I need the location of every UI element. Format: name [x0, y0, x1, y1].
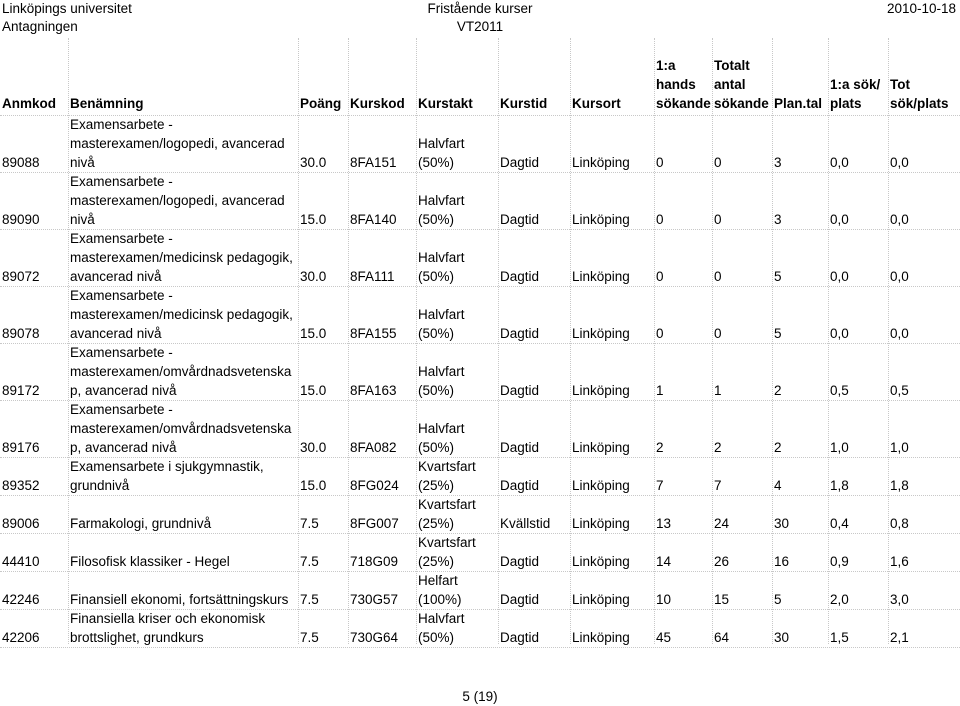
admission-label: Antagningen — [2, 19, 78, 34]
total-applicants: 64 — [714, 630, 730, 645]
application-code: 44410 — [2, 554, 40, 569]
application-code: 89172 — [2, 383, 40, 398]
total-applicants: 1 — [714, 383, 722, 398]
planned-places: 3 — [774, 155, 782, 170]
study-pace: Kvartsfart (25%) — [418, 459, 476, 493]
study-pace: Halvfart (50%) — [418, 307, 465, 341]
course-category: Fristående kurser — [427, 1, 533, 16]
col-poang: Poäng — [300, 96, 342, 111]
planned-places: 2 — [774, 383, 782, 398]
table-row — [0, 115, 960, 172]
table-row — [0, 400, 960, 457]
study-time: Kvällstid — [500, 516, 551, 531]
credits: 7.5 — [300, 554, 319, 569]
table-row — [0, 457, 960, 495]
study-time: Dagtid — [500, 554, 540, 569]
credits: 30.0 — [300, 155, 327, 170]
credits: 7.5 — [300, 592, 319, 607]
table-row — [0, 172, 960, 229]
course-code: 8FA163 — [350, 383, 397, 398]
total-per-place: 1,0 — [890, 440, 909, 455]
study-pace: Halvfart (50%) — [418, 193, 465, 227]
first-hand-applicants: 0 — [656, 212, 664, 227]
study-location: Linköping — [572, 516, 630, 531]
first-per-place: 1,0 — [830, 440, 849, 455]
course-code: 8FG007 — [350, 516, 399, 531]
total-per-place: 0,5 — [890, 383, 909, 398]
university-name: Linköpings universitet — [2, 1, 132, 16]
page-number: 5 (19) — [462, 689, 498, 704]
first-hand-applicants: 13 — [656, 516, 672, 531]
credits: 30.0 — [300, 440, 327, 455]
total-per-place: 0,0 — [890, 155, 909, 170]
first-per-place: 0,5 — [830, 383, 849, 398]
application-code: 89072 — [2, 269, 40, 284]
study-pace: Halvfart (50%) — [418, 421, 465, 455]
course-code: 718G09 — [350, 554, 399, 569]
total-per-place: 0,0 — [890, 326, 909, 341]
first-hand-applicants: 45 — [656, 630, 672, 645]
course-name: Examensarbete - masterexamen/omvårdnadsvetenska p, avancerad nivå — [70, 345, 292, 398]
study-time: Dagtid — [500, 212, 540, 227]
application-code: 89090 — [2, 212, 40, 227]
study-location: Linköping — [572, 155, 630, 170]
col-total-per-place: Tot sök/plats — [890, 77, 949, 111]
study-location: Linköping — [572, 630, 630, 645]
application-code: 89088 — [2, 155, 40, 170]
first-hand-applicants: 0 — [656, 326, 664, 341]
study-location: Linköping — [572, 478, 630, 493]
col-kurstid: Kurstid — [500, 96, 548, 111]
first-per-place: 0,0 — [830, 212, 849, 227]
study-location: Linköping — [572, 554, 630, 569]
course-name: Examensarbete i sjukgymnastik, grundnivå — [70, 459, 264, 493]
first-per-place: 0,9 — [830, 554, 849, 569]
total-per-place: 0,8 — [890, 516, 909, 531]
total-applicants: 0 — [714, 212, 722, 227]
first-hand-applicants: 7 — [656, 478, 664, 493]
course-code: 8FA111 — [350, 269, 395, 284]
credits: 15.0 — [300, 326, 327, 341]
term-label: VT2011 — [456, 19, 504, 34]
col-kurstakt: Kurstakt — [418, 96, 473, 111]
planned-places: 2 — [774, 440, 782, 455]
report-date: 2010-10-18 — [886, 1, 956, 16]
first-hand-applicants: 0 — [656, 155, 664, 170]
col-kurskod: Kurskod — [350, 96, 405, 111]
total-per-place: 0,0 — [890, 269, 909, 284]
course-code: 8FA082 — [350, 440, 397, 455]
study-time: Dagtid — [500, 269, 540, 284]
table-row — [0, 343, 960, 400]
first-per-place: 1,5 — [830, 630, 849, 645]
total-per-place: 1,8 — [890, 478, 909, 493]
course-code: 8FG024 — [350, 478, 399, 493]
col-plantal: Plan.tal — [774, 96, 823, 111]
course-name: Filosofisk klassiker - Hegel — [70, 554, 230, 569]
study-location: Linköping — [572, 212, 630, 227]
planned-places: 4 — [774, 478, 782, 493]
credits: 7.5 — [300, 516, 319, 531]
study-location: Linköping — [572, 592, 630, 607]
table-row — [0, 571, 960, 609]
study-time: Dagtid — [500, 326, 540, 341]
application-code: 89078 — [2, 326, 40, 341]
total-applicants: 7 — [714, 478, 722, 493]
planned-places: 30 — [774, 630, 790, 645]
table-row — [0, 229, 960, 286]
total-per-place: 2,1 — [890, 630, 909, 645]
course-name: Examensarbete - masterexamen/omvårdnadsvetenska p, avancerad nivå — [70, 402, 292, 455]
header-row — [0, 38, 960, 115]
application-code: 89006 — [2, 516, 40, 531]
total-per-place: 0,0 — [890, 212, 909, 227]
first-hand-applicants: 10 — [656, 592, 672, 607]
grid-line — [0, 647, 960, 648]
total-applicants: 0 — [714, 326, 722, 341]
application-code: 42246 — [2, 592, 40, 607]
credits: 15.0 — [300, 478, 327, 493]
study-time: Dagtid — [500, 592, 540, 607]
course-code: 730G64 — [350, 630, 399, 645]
study-pace: Halvfart (50%) — [418, 250, 465, 284]
application-code: 89176 — [2, 440, 40, 455]
total-applicants: 26 — [714, 554, 730, 569]
credits: 15.0 — [300, 212, 327, 227]
col-first-hand-applicants: 1:a hands sökande — [656, 58, 711, 111]
col-first-per-place: 1:a sök/ plats — [830, 77, 881, 111]
study-time: Dagtid — [500, 155, 540, 170]
study-time: Dagtid — [500, 478, 540, 493]
planned-places: 3 — [774, 212, 782, 227]
study-location: Linköping — [572, 383, 630, 398]
first-hand-applicants: 14 — [656, 554, 672, 569]
credits: 15.0 — [300, 383, 327, 398]
course-name: Examensarbete - masterexamen/medicinsk pedagogik, avancerad nivå — [70, 231, 293, 284]
application-code: 89352 — [2, 478, 40, 493]
col-anmkod: Anmkod — [2, 96, 56, 111]
planned-places: 16 — [774, 554, 790, 569]
table-row — [0, 495, 960, 533]
col-kursort: Kursort — [572, 96, 621, 111]
study-location: Linköping — [572, 440, 630, 455]
study-time: Dagtid — [500, 440, 540, 455]
course-name: Examensarbete - masterexamen/logopedi, avancerad nivå — [70, 174, 285, 227]
study-pace: Halvfart (50%) — [418, 364, 465, 398]
total-applicants: 2 — [714, 440, 722, 455]
table-row — [0, 609, 960, 647]
credits: 30.0 — [300, 269, 327, 284]
study-time: Dagtid — [500, 383, 540, 398]
first-per-place: 1,8 — [830, 478, 849, 493]
planned-places: 5 — [774, 269, 782, 284]
first-hand-applicants: 2 — [656, 440, 664, 455]
study-location: Linköping — [572, 269, 630, 284]
course-table — [0, 38, 960, 647]
first-hand-applicants: 0 — [656, 269, 664, 284]
first-per-place: 0,0 — [830, 269, 849, 284]
study-pace: Halvfart (50%) — [418, 611, 465, 645]
total-per-place: 1,6 — [890, 554, 909, 569]
course-code: 730G57 — [350, 592, 399, 607]
course-name: Finansiell ekonomi, fortsättningskurs — [70, 592, 289, 607]
study-pace: Kvartsfart (25%) — [418, 535, 476, 569]
planned-places: 5 — [774, 326, 782, 341]
course-code: 8FA140 — [350, 212, 397, 227]
study-pace: Halvfart (50%) — [418, 136, 465, 170]
header-center — [0, 0, 960, 36]
first-per-place: 2,0 — [830, 592, 849, 607]
course-name: Farmakologi, grundnivå — [70, 516, 212, 531]
table-row — [0, 286, 960, 343]
study-pace: Kvartsfart (25%) — [418, 497, 476, 531]
total-applicants: 15 — [714, 592, 730, 607]
study-location: Linköping — [572, 326, 630, 341]
application-code: 42206 — [2, 630, 40, 645]
total-applicants: 0 — [714, 269, 722, 284]
first-per-place: 0,4 — [830, 516, 849, 531]
study-pace: Helfart (100%) — [418, 573, 462, 607]
first-per-place: 0,0 — [830, 326, 849, 341]
first-hand-applicants: 1 — [656, 383, 664, 398]
course-code: 8FA151 — [350, 155, 397, 170]
credits: 7.5 — [300, 630, 319, 645]
total-applicants: 24 — [714, 516, 730, 531]
study-time: Dagtid — [500, 630, 540, 645]
course-name: Finansiella kriser och ekonomisk brottslighet, grundkurs — [70, 611, 266, 645]
total-per-place: 3,0 — [890, 592, 909, 607]
course-name: Examensarbete - masterexamen/logopedi, avancerad nivå — [70, 117, 285, 170]
col-total-applicants: Totalt antal sökande — [714, 58, 769, 111]
table-row — [0, 533, 960, 571]
total-applicants: 0 — [714, 155, 722, 170]
planned-places: 5 — [774, 592, 782, 607]
first-per-place: 0,0 — [830, 155, 849, 170]
course-name: Examensarbete - masterexamen/medicinsk pedagogik, avancerad nivå — [70, 288, 293, 341]
planned-places: 30 — [774, 516, 790, 531]
course-code: 8FA155 — [350, 326, 397, 341]
col-benamning: Benämning — [70, 96, 144, 111]
